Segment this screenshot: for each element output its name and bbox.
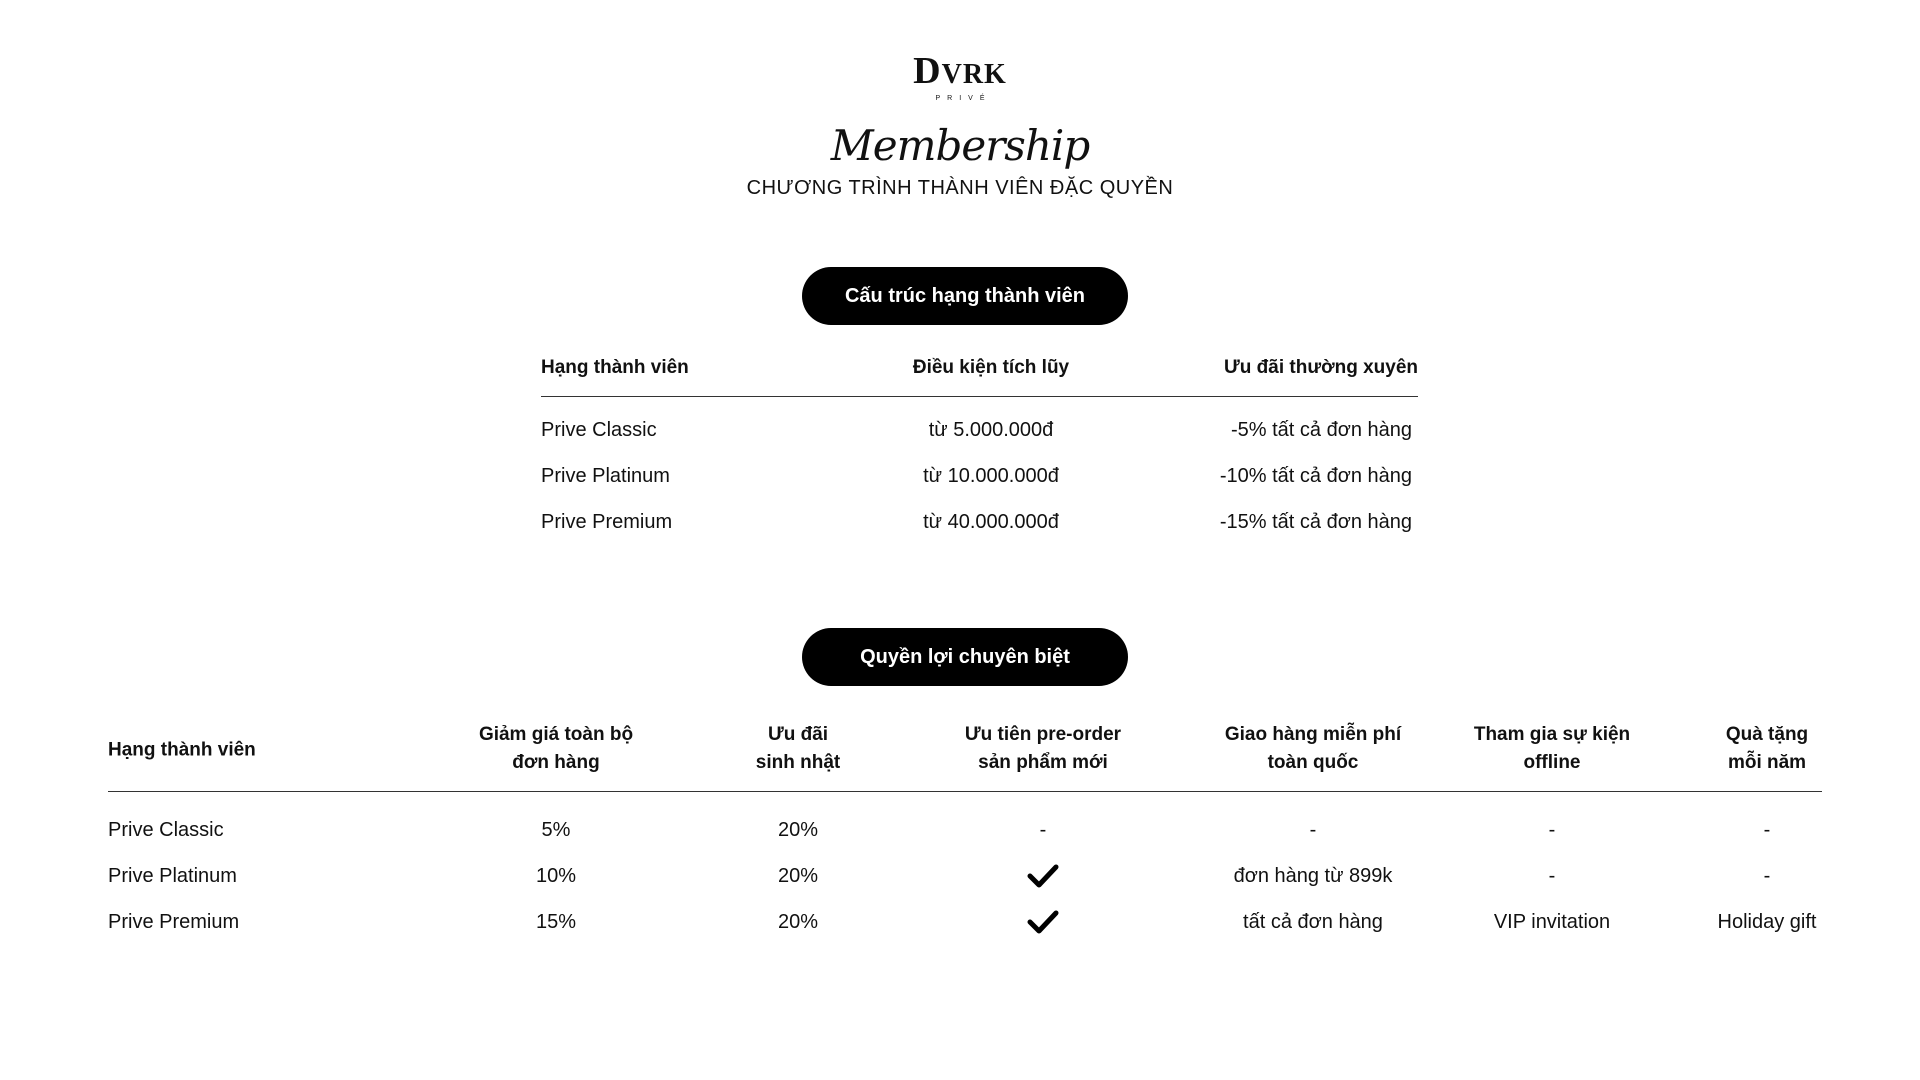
column-header-line: Quà tặng [1725,723,1809,745]
tier-condition: từ 40.000.000đ [923,510,1059,533]
table-header [108,712,1822,792]
column-header [1687,721,1847,777]
table-row [108,807,1822,853]
table-row [108,853,1822,899]
tier-name: Prive Classic [541,418,657,441]
column-header: Điều kiện tích lũy [912,357,1070,378]
benefit-cell: - [1309,818,1317,841]
tier-condition: từ 5.000.000đ [928,418,1054,441]
column-header-line: Giao hàng miễn phí [1224,723,1402,745]
benefit-cell: - [1548,864,1556,887]
section-benefits-pill: Quyền lợi chuyên biệt [802,628,1128,686]
brand-name: DVRK [913,50,1007,92]
benefit-cell: đơn hàng từ 899k [1233,864,1393,887]
column-header-line: toàn quốc [1267,751,1359,773]
benefit-cell: - [1763,818,1771,841]
benefit-cell: 10% [535,864,577,887]
benefit-cell: - [1039,818,1047,841]
tier-name: Prive Platinum [541,464,670,487]
column-header: Ưu đãi thường xuyên [1224,357,1418,378]
column-header [1193,721,1433,777]
benefit-cell: 15% [535,910,577,933]
tier-name: Prive Classic [108,818,224,841]
section-tier-structure-pill: Cấu trúc hạng thành viên [802,267,1128,325]
column-header-line: sinh nhật [755,751,841,773]
column-header-line: đơn hàng [512,751,600,773]
benefit-cell: 20% [777,864,819,887]
brand-logo [0,52,1920,102]
table-row [541,499,1418,545]
page-title: Membership [830,121,1090,170]
tier-structure-table [541,350,1418,545]
table-row [108,899,1822,945]
tier-condition: từ 10.000.000đ [923,464,1059,487]
column-header-line: Hạng thành viên [108,739,256,761]
benefit-cell: - [1548,818,1556,841]
page-subtitle: CHƯƠNG TRÌNH THÀNH VIÊN ĐẶC QUYỀN [746,177,1174,199]
tier-name: Prive Premium [541,510,673,533]
tier-name: Prive Premium [108,910,240,933]
column-header-line: sản phẩm mới [978,751,1108,773]
benefit-cell: VIP invitation [1493,910,1611,933]
column-header [108,736,408,764]
table-row [541,407,1418,453]
benefit-cell: - [1763,864,1771,887]
tier-name: Prive Platinum [108,864,237,887]
column-header: Hạng thành viên [541,357,689,378]
benefit-cell: tất cả đơn hàng [1243,910,1383,933]
table-body [108,792,1822,945]
check-icon [923,909,1163,935]
benefit-cell: 20% [777,910,819,933]
table-row [541,453,1418,499]
column-header-line: Ưu tiên pre-order [964,723,1122,745]
benefits-table [108,712,1822,945]
table-header [541,350,1418,397]
benefit-cell: Holiday gift [1717,910,1817,933]
benefit-cell: 20% [777,818,819,841]
column-header-line: offline [1523,751,1581,773]
tier-discount: -5% tất cả đơn hàng [1230,418,1412,441]
column-header-line: Giảm giá toàn bộ [478,723,634,745]
check-icon [923,863,1163,889]
column-header [718,721,878,777]
benefit-cell: 5% [541,818,571,841]
column-header [436,721,676,777]
column-header [923,721,1163,777]
column-header [1452,721,1652,777]
column-header-line: Tham gia sự kiện [1473,723,1631,745]
tier-discount: -10% tất cả đơn hàng [1219,464,1412,487]
brand-sub: PRIVÉ [935,95,992,102]
column-header-line: mỗi năm [1727,751,1807,773]
tier-discount: -15% tất cả đơn hàng [1219,510,1412,533]
column-header-line: Ưu đãi [767,723,829,745]
